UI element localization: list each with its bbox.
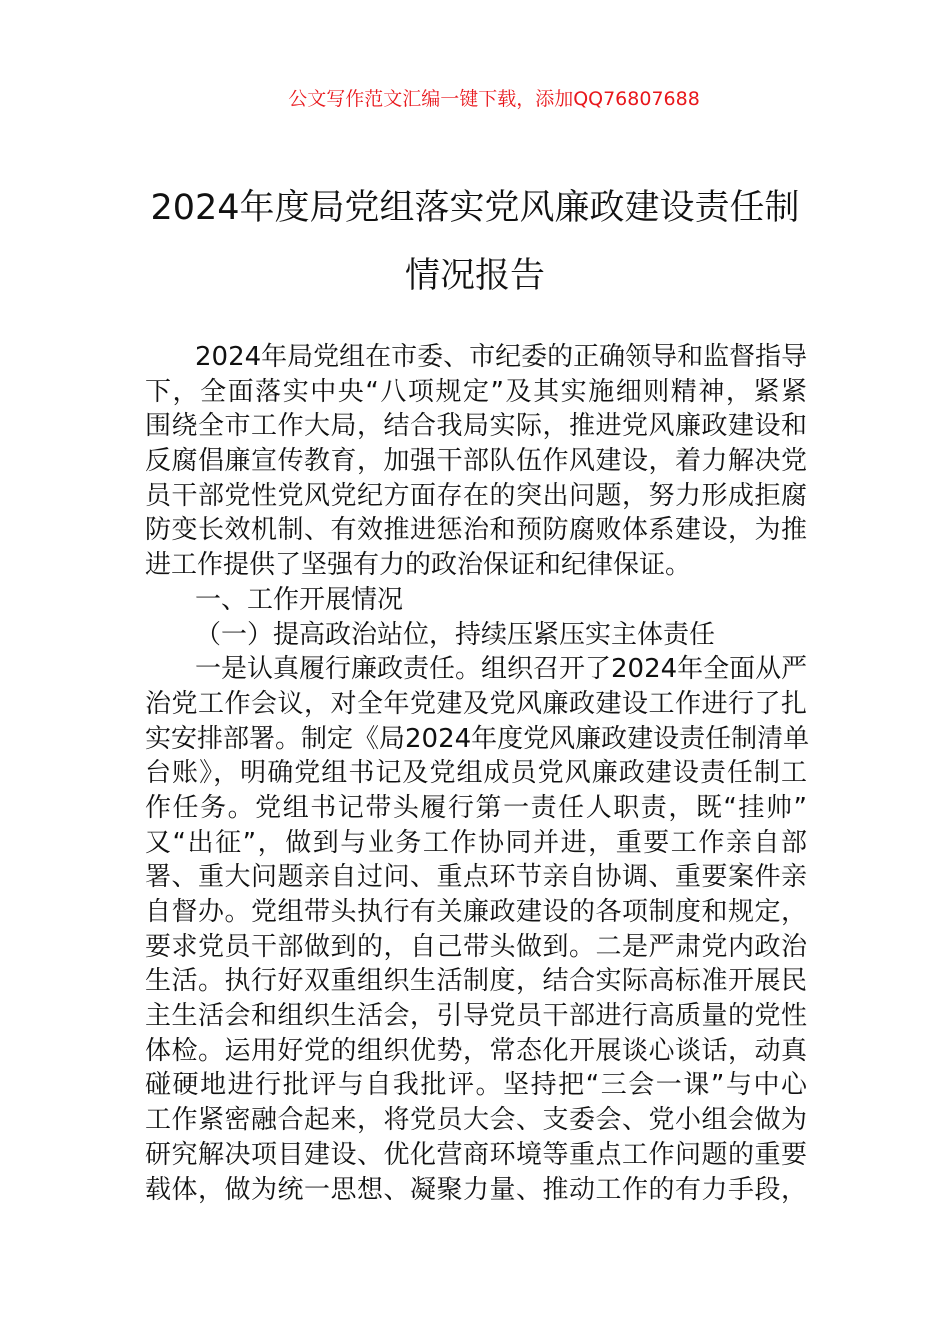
body-text-line: 员干部党性党风党纪方面存在的突出问题，努力形成拒腐: [145, 480, 807, 511]
body-text-line: 研究解决项目建设、优化营商环境等重点工作问题的重要: [145, 1139, 807, 1170]
document-title-line-1: 2024年度局党组落实党风廉政建设责任制: [150, 188, 800, 228]
body-text-line: 要求党员干部做到的，自己带头做到。二是严肃党内政治: [145, 931, 807, 962]
body-text-line: 下，全面落实中央“八项规定”及其实施细则精神，紧紧: [145, 376, 807, 407]
body-text-line: 2024年局党组在市委、市纪委的正确领导和监督指导: [195, 342, 808, 372]
body-text-line: 治党工作会议，对全年党建及党风廉政建设工作进行了扎: [145, 688, 807, 719]
body-text-line: 防变长效机制、有效推进惩治和预防腐败体系建设，为推: [145, 515, 807, 546]
body-text-line: 载体，做为统一思想、凝聚力量、推动工作的有力手段，: [145, 1174, 807, 1205]
body-text-line: （一）提高政治站位，持续压紧压实主体责任: [195, 619, 716, 650]
body-text-line: 台账》，明确党组书记及党组成员党风廉政建设责任制工: [145, 758, 807, 789]
body-text-line: 一、工作开展情况: [195, 584, 404, 615]
body-text-line: 作任务。党组书记带头履行第一责任人职责，既“挂帅”: [145, 792, 807, 823]
body-text-line: 围绕全市工作大局，结合我局实际，推进党风廉政建设和: [145, 411, 807, 442]
document-title-line-2: 情况报告: [404, 256, 545, 296]
body-text-line: 一是认真履行廉政责任。组织召开了2024年全面从严: [195, 654, 808, 685]
body-text-line: 实安排部署。制定《局2024年度党风廉政建设责任制清单: [145, 723, 810, 754]
body-text-line: 工作紧密融合起来，将党员大会、支委会、党小组会做为: [145, 1105, 807, 1136]
body-text-line: 进工作提供了坚强有力的政治保证和纪律保证。: [145, 550, 692, 581]
watermark-header: 公文写作范文汇编一键下载，添加QQ76807688: [288, 88, 700, 110]
body-text-line: 主生活会和组织生活会，引导党员干部进行高质量的党性: [145, 1001, 807, 1032]
document-body: [145, 340, 810, 1207]
body-text-line: 体检。运用好党的组织优势，常态化开展谈心谈话，动真: [145, 1035, 807, 1066]
body-text-line: 生活。执行好双重组织生活制度，结合实际高标准开展民: [145, 966, 807, 997]
body-text-line: 自督办。党组带头执行有关廉政建设的各项制度和规定，: [145, 897, 807, 927]
body-text-line: 又“出征”，做到与业务工作协同并进，重要工作亲自部: [145, 827, 807, 858]
body-text-line: 反腐倡廉宣传教育，加强干部队伍作风建设，着力解决党: [145, 446, 807, 477]
body-text-line: 署、重大问题亲自过问、重点环节亲自协调、重要案件亲: [145, 862, 807, 893]
body-text-line: 碰硬地进行批评与自我批评。坚持把“三会一课”与中心: [145, 1070, 807, 1101]
